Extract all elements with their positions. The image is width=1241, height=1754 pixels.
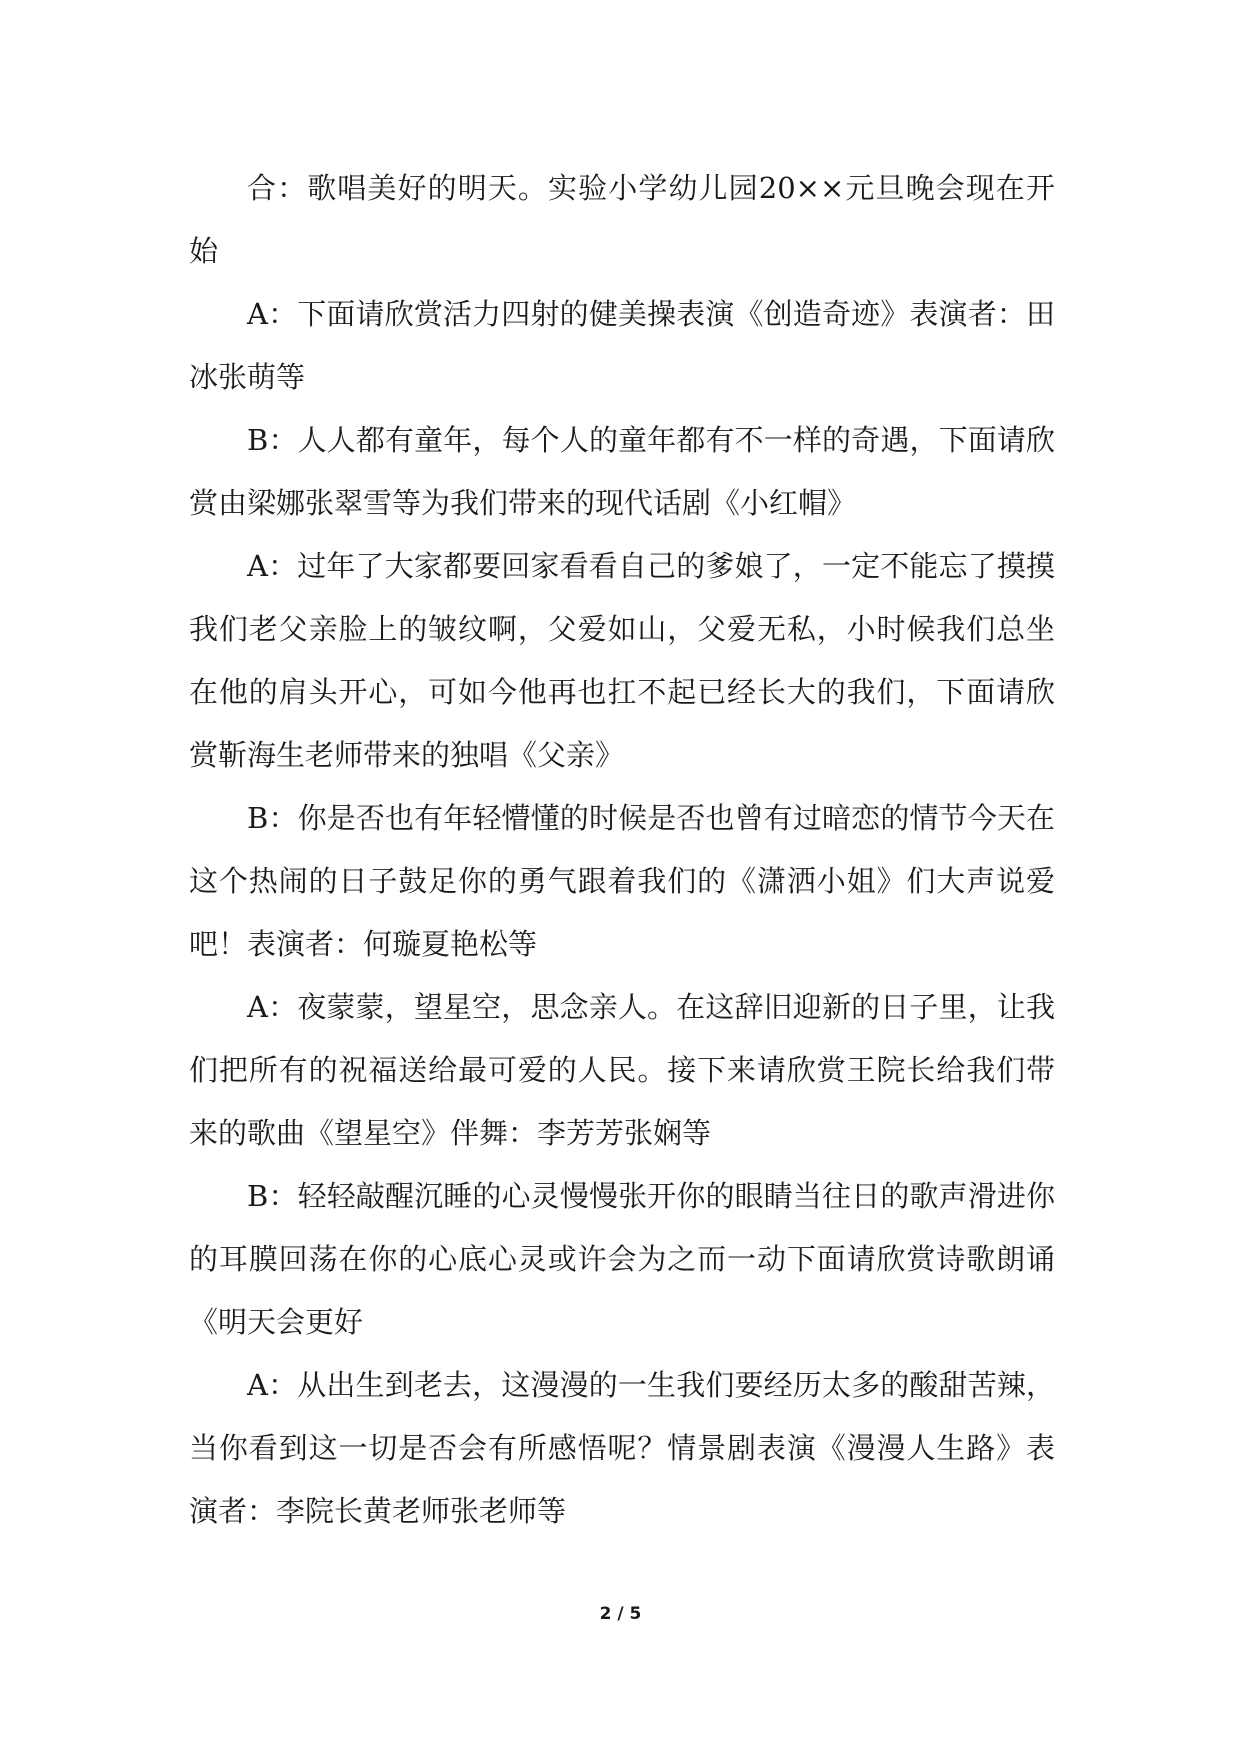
paragraph-5: B：你是否也有年轻懵懂的时候是否也曾有过暗恋的情节今天在这个热闹的日子鼓足你的勇气跟着我们的《潇洒小姐》们大声说爱吧！表演者：何璇夏艳松等 [189,801,1055,961]
paragraph-2: A：下面请欣赏活力四射的健美操表演《创造奇迹》表演者：田冰张萌等 [189,297,1055,394]
paragraph-4: A：过年了大家都要回家看看自己的爹娘了，一定不能忘了摸摸我们老父亲脸上的皱纹啊，父爱如山，父爱无私，小时候我们总坐在他的肩头开心，可如今他再也扛不起已经长大的我们，下面请欣赏靳海生老师带来的独唱《父亲》 [189,549,1055,772]
paragraph-6: A：夜蒙蒙，望星空，思念亲人。在这辞旧迎新的日子里，让我们把所有的祝福送给最可爱的人民。接下来请欣赏王院长给我们带来的歌曲《望星空》伴舞：李芳芳张娴等 [189,990,1055,1150]
document-body [189,157,1055,1543]
paragraph-7: B：轻轻敲醒沉睡的心灵慢慢张开你的眼睛当往日的歌声滑进你的耳膜回荡在你的心底心灵或许会为之而一动下面请欣赏诗歌朗诵《明天会更好 [189,1179,1055,1339]
page-number: 2 / 5 [599,1604,642,1624]
paragraph-1: 合：歌唱美好的明天。实验小学幼儿园20××元旦晚会现在开始 [189,171,1055,268]
paragraph-3: B：人人都有童年，每个人的童年都有不一样的奇遇，下面请欣赏由梁娜张翠雪等为我们带来的现代话剧《小红帽》 [189,423,1055,520]
paragraph-8: A：从出生到老去，这漫漫的一生我们要经历太多的酸甜苦辣，当你看到这一切是否会有所感悟呢？情景剧表演《漫漫人生路》表演者：李院长黄老师张老师等 [189,1368,1055,1528]
